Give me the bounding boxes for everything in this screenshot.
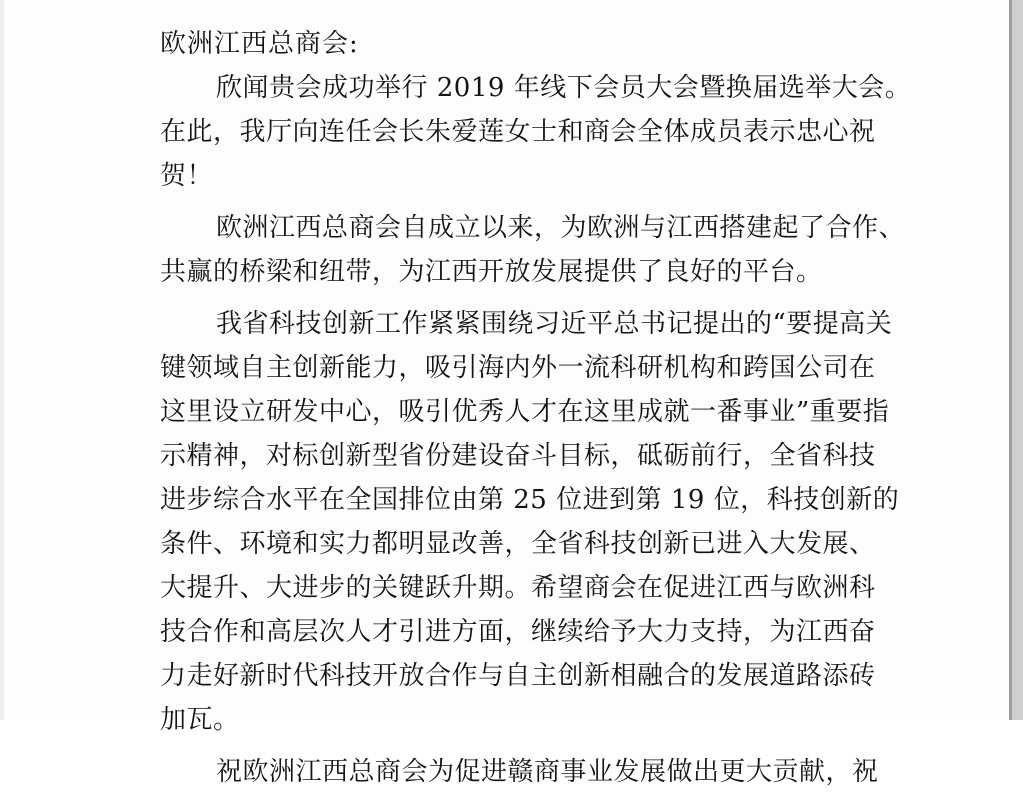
paragraph-4-line-1: 祝欧洲江西总商会为促进赣商事业发展做出更大贡献，祝 [216, 757, 879, 787]
paragraph-2-line-1: 欧洲江西总商会自成立以来，为欧洲与江西搭建起了合作、 [216, 213, 906, 243]
paragraph-2-line-2: 共赢的桥梁和纽带，为江西开放发展提供了良好的平台。 [160, 257, 823, 287]
paragraph-1-line-3: 贺！ [160, 161, 214, 191]
paragraph-3-line-7: 大提升、大进步的关键跃升期。希望商会在促进江西与欧洲科 [160, 573, 876, 603]
paragraph-3-line-1: 我省科技创新工作紧紧围绕习近平总书记提出的“要提高关 [216, 309, 893, 339]
paragraph-3-line-9: 力走好新时代科技开放合作与自主创新相融合的发展道路添砖 [160, 661, 876, 691]
paragraph-1-line-2: 在此，我厅向连任会长朱爱莲女士和商会全体成员表示忠心祝 [160, 117, 876, 147]
paragraph-1-line-1: 欣闻贵会成功举行 2019 年线下会员大会暨换届选举大会。 [216, 73, 912, 103]
paragraph-3-line-6: 条件、环境和实力都明显改善，全省科技创新已进入大发展、 [160, 529, 876, 559]
scan-edge-right [1009, 0, 1023, 720]
paragraph-3-line-10: 加瓦。 [160, 705, 240, 735]
letter-body [160, 22, 930, 794]
paragraph-3-line-4: 示精神，对标创新型省份建设奋斗目标，砥砺前行，全省科技 [160, 441, 876, 471]
paragraph-3-line-2: 键领域自主创新能力，吸引海内外一流科研机构和跨国公司在 [160, 353, 876, 383]
scan-edge-left [0, 0, 4, 720]
paragraph-3-line-3: 这里设立研发中心，吸引优秀人才在这里成就一番事业”重要指 [160, 397, 890, 427]
paragraph-3-line-8: 技合作和高层次人才引进方面，继续给予大力支持，为江西奋 [160, 617, 876, 647]
paragraph-3-line-5: 进步综合水平在全国排位由第 25 位进到第 19 位，科技创新的 [160, 485, 900, 515]
salutation: 欧洲江西总商会: [160, 29, 359, 59]
